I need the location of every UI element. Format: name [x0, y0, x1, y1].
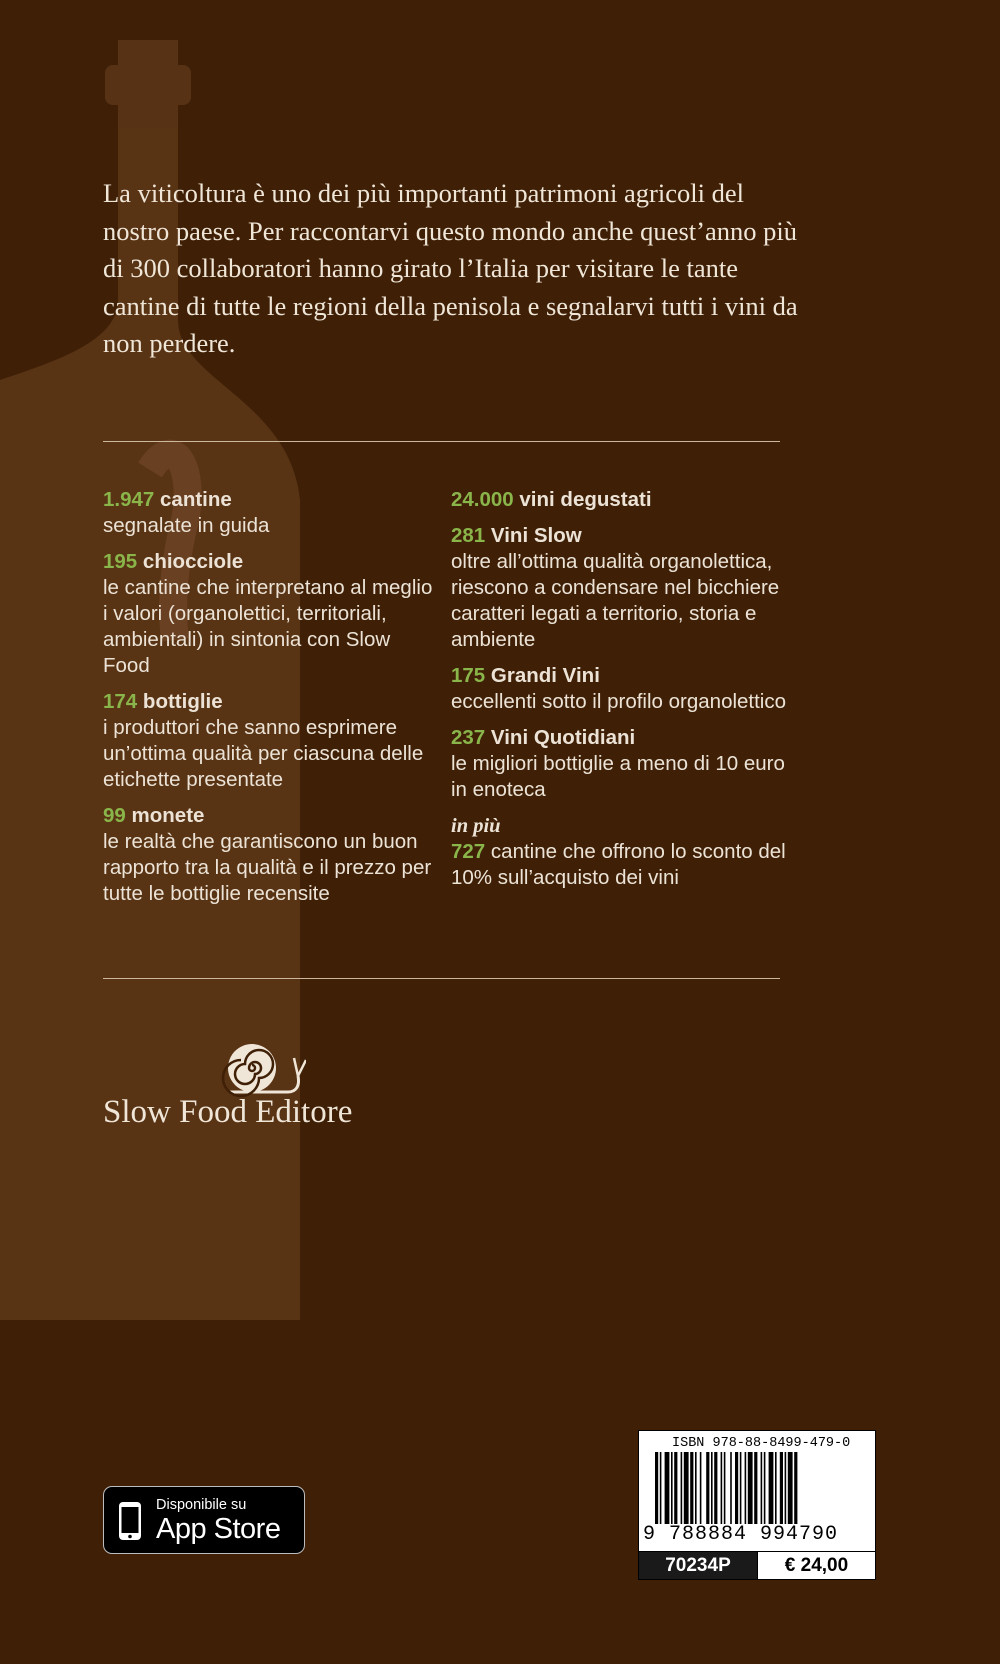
stat-item [103, 549, 433, 679]
stat-item [451, 663, 791, 715]
barcode-label [638, 1430, 876, 1580]
barcode-bar [764, 1452, 766, 1524]
barcode-bar [660, 1452, 662, 1524]
barcode-bar [706, 1452, 709, 1524]
barcode-bar [695, 1452, 697, 1524]
barcode-bar [740, 1452, 742, 1524]
stat-description: le migliori bottiglie a meno di 10 euro in enoteca [451, 752, 785, 801]
stat-number: 195 [103, 550, 138, 573]
stat-description: segnalate in guida [103, 514, 270, 537]
right-stats-column [451, 487, 791, 901]
barcode-bar [671, 1452, 673, 1524]
barcode-bar [754, 1452, 757, 1524]
extra-description: cantine che offrono lo sconto del 10% sull’acquisto dei vini [451, 840, 786, 889]
barcode-bar [721, 1452, 723, 1524]
stat-label: cantine [160, 488, 232, 511]
barcode-bar [665, 1452, 670, 1524]
stat-number: 1.947 [103, 488, 155, 511]
extra-title: in più [451, 815, 501, 837]
stat-item [103, 689, 433, 793]
stat-label: vini degustati [519, 488, 652, 511]
stat-number: 281 [451, 524, 486, 547]
barcode-bar [794, 1452, 797, 1524]
barcode-bar [714, 1452, 717, 1524]
barcode-bar [785, 1452, 787, 1524]
stat-label: bottiglie [142, 690, 223, 713]
top-divider [103, 441, 780, 442]
barcode-bar [681, 1452, 683, 1524]
barcode-bar [748, 1452, 753, 1524]
barcode-bar [761, 1452, 763, 1524]
stat-label: monete [131, 804, 205, 827]
product-code: 70234P [639, 1552, 757, 1579]
extra-number: 727 [451, 840, 486, 863]
barcode-bar [724, 1452, 726, 1524]
left-stats-column [103, 487, 433, 917]
stat-number: 175 [451, 664, 486, 687]
phone-icon [118, 1501, 142, 1541]
barcode-number: 9 788884 994790 [643, 1523, 839, 1546]
extra-item [451, 813, 791, 891]
app-store-line1: Disponibile su [156, 1497, 247, 1513]
barcode-bar [711, 1452, 713, 1524]
stat-number: 24.000 [451, 488, 514, 511]
barcode-bar [700, 1452, 702, 1524]
barcode-bar [674, 1452, 677, 1524]
barcode-bar [780, 1452, 783, 1524]
barcode-bar [775, 1452, 777, 1524]
barcode-bar [684, 1452, 689, 1524]
bottom-divider [103, 978, 780, 979]
stat-number: 237 [451, 726, 486, 749]
barcode-bar [655, 1452, 658, 1524]
intro-paragraph: La viticoltura è uno dei più importanti patrimoni agricoli del nostro paese. Per raccontarvi questo mondo anche quest’anno più di 300 collaboratori hanno girato l’Italia per visitare le tante cantine di tutte le regioni della penisola e segnalarvi tutti i vini da non perdere. [103, 178, 798, 358]
barcode-bar [769, 1452, 774, 1524]
snail-icon [216, 1038, 306, 1098]
isbn-text: ISBN 978-88-8499-479-0 [672, 1436, 851, 1451]
stat-label: Grandi Vini [490, 664, 600, 687]
stat-number: 174 [103, 690, 138, 713]
stat-description: oltre all’ottima qualità organolettica, riescono a condensare nel bicchiere caratteri legati a territorio, storia e ambiente [451, 550, 780, 651]
stat-description: i produttori che sanno esprimere un’ottima qualità per ciascuna delle etichette presentate [103, 716, 424, 791]
stat-description: le realtà che garantiscono un buon rapporto tra la qualità e il prezzo per tutte le bottiglie recensite [103, 830, 432, 905]
stat-item [103, 803, 433, 907]
barcode [651, 1452, 865, 1524]
barcode-bar [745, 1452, 747, 1524]
stat-description: le cantine che interpretano al meglio i valori (organolettici, territoriali, ambientali) in sintonia con Slow Food [103, 576, 433, 677]
stat-label: Vini Slow [490, 524, 582, 547]
barcode-bar [735, 1452, 738, 1524]
code-price-row [639, 1551, 875, 1579]
stat-number: 99 [103, 804, 126, 827]
barcode-bar [730, 1452, 732, 1524]
stat-item [451, 523, 791, 653]
publisher-name: Slow Food Editore [103, 1094, 353, 1130]
stat-label: Vini Quotidiani [490, 726, 636, 749]
app-store-line2: App Store [156, 1513, 281, 1545]
stat-item [451, 725, 791, 803]
stat-label: chiocciole [142, 550, 244, 573]
stat-item [103, 487, 433, 539]
stat-description: eccellenti sotto il profilo organolettico [451, 690, 787, 713]
price: € 24,00 [757, 1552, 875, 1579]
app-store-badge[interactable] [103, 1486, 305, 1554]
stat-item [451, 487, 791, 513]
barcode-bar [690, 1452, 693, 1524]
barcode-bar [788, 1452, 793, 1524]
